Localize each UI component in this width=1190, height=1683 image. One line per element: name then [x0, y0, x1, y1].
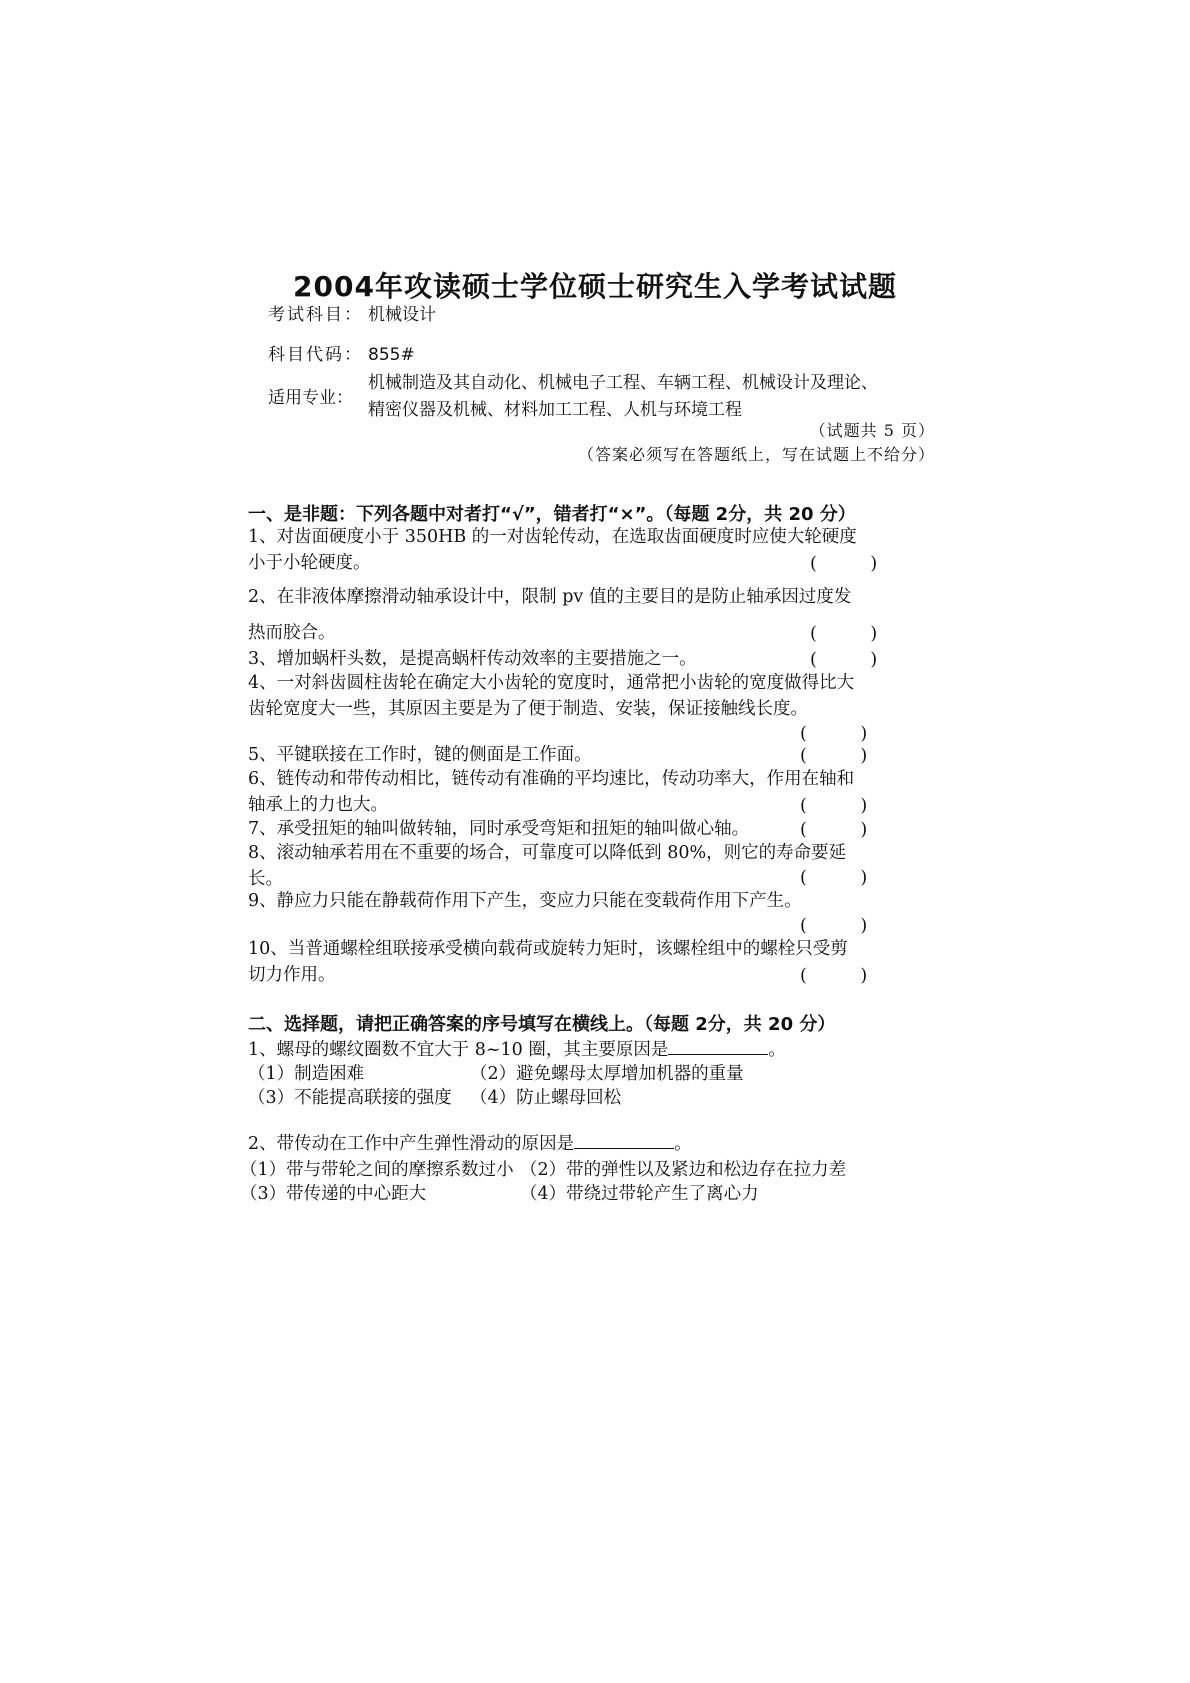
- answer-paren: ( ): [810, 624, 896, 644]
- q-text: 10、当普通螺栓组联接承受横向载荷或旋转力矩时，该螺栓组中的螺栓只受剪: [248, 939, 848, 959]
- option-1: （1）制造困难: [248, 1064, 365, 1084]
- subject-label: 考试科目：: [268, 305, 363, 325]
- major-list: [368, 370, 878, 424]
- subject-value: 机械设计: [368, 305, 436, 325]
- q-text: 1、对齿面硬度小于 350HB 的一对齿轮传动，在选取齿面硬度时应使大轮硬度: [248, 527, 857, 547]
- section-2-heading: 二、选择题，请把正确答案的序号填写在横线上。（每题 2分，共 20 分）: [248, 1014, 836, 1035]
- answer-paren: ( ): [800, 796, 886, 816]
- question-2-1: [248, 1036, 948, 1063]
- q-text: 6、链传动和带传动相比，链传动有准确的平均速比，传动功率大，作用在轴和: [248, 769, 855, 789]
- section-1-heading: 一、是非题：下列各题中对者打“√”，错者打“×”。（每题 2分，共 20 分）: [248, 504, 856, 525]
- q-text: 轴承上的力也大。: [248, 795, 388, 815]
- question-1-3: 3、增加蜗杆头数，是提高蜗杆传动效率的主要措施之一。: [248, 649, 697, 669]
- code-label: 科目代码：: [268, 345, 363, 365]
- option-3: （3）不能提高联接的强度: [248, 1088, 452, 1108]
- q-text: 2、带传动在工作中产生弹性滑动的原因是: [248, 1134, 575, 1154]
- option-1: （1）带与带轮之间的摩擦系数过小: [240, 1160, 514, 1180]
- major-line-1: 机械制造及其自动化、机械电子工程、车辆工程、机械设计及理论、: [368, 373, 878, 393]
- code-row: [268, 340, 415, 365]
- answer-blank[interactable]: [668, 1036, 768, 1055]
- q-text: 1、螺母的螺纹圈数不宜大于 8~10 圈，其主要原因是: [248, 1040, 669, 1060]
- answer-blank[interactable]: [574, 1130, 674, 1149]
- code-value: 855#: [368, 345, 415, 365]
- answer-paren: ( ): [800, 820, 886, 840]
- question-1-2-cont: 热而胶合。: [248, 623, 336, 643]
- q-text: 4、一对斜齿圆柱齿轮在确定大小齿轮的宽度时，通常把小齿轮的宽度做得比大: [248, 673, 855, 693]
- option-2: （2）带的弹性以及紧边和松边存在拉力差: [520, 1160, 847, 1180]
- q-end: 。: [768, 1040, 786, 1060]
- question-1-7: 7、承受扭矩的轴叫做转轴，同时承受弯矩和扭矩的轴叫做心轴。: [248, 819, 750, 839]
- question-1-9: 9、静应力只能在静载荷作用下产生，变应力只能在变载荷作用下产生。: [248, 891, 802, 911]
- q-text: 长。: [248, 869, 283, 889]
- q-end: 。: [674, 1134, 692, 1154]
- major-label: 适用专业：: [268, 388, 353, 408]
- page-title: 2004年攻读硕士学位硕士研究生入学考试试题: [293, 270, 897, 303]
- option-3: （3）带传递的中心距大: [240, 1184, 427, 1204]
- question-1-5: 5、平键联接在工作时，键的侧面是工作面。: [248, 745, 592, 765]
- pages-note: （试题共 5 页）: [809, 421, 935, 440]
- option-4: （4）带绕过带轮产生了离心力: [520, 1184, 759, 1204]
- q-text: 小于小轮硬度。: [248, 553, 371, 573]
- answer-paren: ( ): [800, 746, 886, 766]
- question-1-2: 2、在非液体摩擦滑动轴承设计中，限制 pv 值的主要目的是防止轴承因过度发: [248, 587, 852, 607]
- answer-paren: ( ): [800, 966, 886, 986]
- answer-note: （答案必须写在答题纸上，写在试题上不给分）: [577, 445, 935, 464]
- question-1-4: [248, 670, 948, 722]
- question-2-2: [248, 1130, 948, 1157]
- option-2: （2）避免螺母太厚增加机器的重量: [470, 1064, 744, 1084]
- answer-paren: ( ): [800, 724, 886, 744]
- answer-paren: ( ): [800, 916, 886, 936]
- major-line-2: 精密仪器及机械、材料加工工程、人机与环境工程: [368, 400, 742, 420]
- q-text: 8、滚动轴承若用在不重要的场合，可靠度可以降低到 80%，则它的寿命要延: [248, 843, 847, 863]
- answer-paren: ( ): [800, 868, 886, 888]
- option-4: （4）防止螺母回松: [470, 1088, 622, 1108]
- answer-paren: ( ): [810, 554, 896, 574]
- q-text: 齿轮宽度大一些，其原因主要是为了便于制造、安装，保证接触线长度。: [248, 699, 808, 719]
- q-text: 切力作用。: [248, 965, 336, 985]
- answer-paren: ( ): [810, 650, 896, 670]
- subject-row: [268, 300, 436, 325]
